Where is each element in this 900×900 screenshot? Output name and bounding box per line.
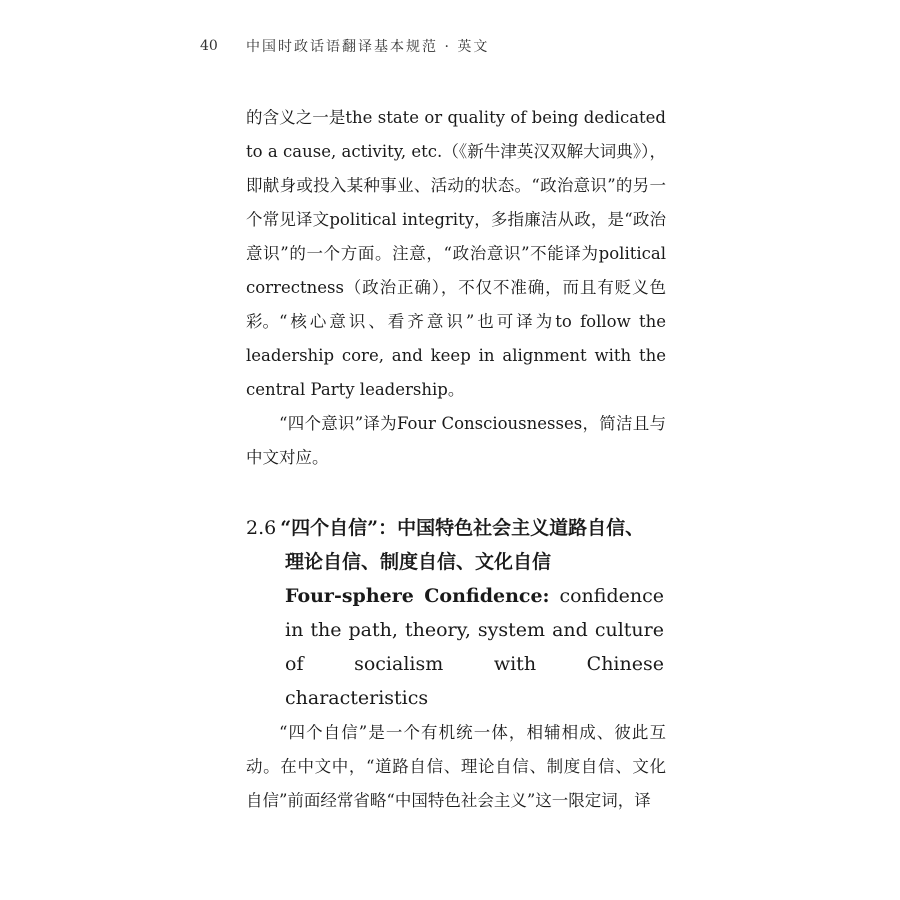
section-title-line-1: “四个自信”：中国特色社会主义道路自信、 xyxy=(280,517,645,539)
paragraph-text: “核心意识、看齐意识”也可译为to follow the leadership core, and keep in alignment with the central Party leadership。 xyxy=(246,312,666,399)
heading-line-1 xyxy=(246,511,676,545)
running-head: 中国时政话语翻译基本规范 · 英文 xyxy=(246,39,490,55)
paragraph-text: “四个意识”译为Four Consciousnesses，简洁且与中文对应。 xyxy=(246,414,666,467)
page-number: 40 xyxy=(200,38,218,54)
body-paragraph-3 xyxy=(246,407,666,475)
section-title-line-2: 理论自信、制度自信、文化自信 xyxy=(285,551,552,573)
body-paragraph-1 xyxy=(246,101,666,339)
section-number: 2.6 xyxy=(246,517,277,539)
paragraph-text: 的含义之一是the state or quality of being dedicated to a cause, activity, etc.（《新牛津英汉双解大词典》），即献身或投入某种事业、活动的状态。“政治意识”的另一个常见译文political integrity，多指廉洁从政，是“政治意识”的一个方面。注意，“政治意识”不能译为political correctness（政治正确），不仅不准确，而且有贬义色彩。 xyxy=(246,108,666,331)
english-title-bold: Four-sphere Confidence: xyxy=(285,585,550,607)
body-paragraph-2 xyxy=(246,305,666,407)
section-heading xyxy=(246,511,676,715)
body-paragraph-4 xyxy=(246,716,666,818)
paragraph-text: “四个自信”是一个有机统一体，相辅相成、彼此互动。在中文中，“道路自信、理论自信、制度自信、文化自信”前面经常省略“中国特色社会主义”这一限定词，译 xyxy=(246,723,666,810)
section-english-title xyxy=(246,579,664,715)
english-title-rest: confidence in the path, theory, system and culture of socialism with Chinese characteristics xyxy=(285,585,664,709)
